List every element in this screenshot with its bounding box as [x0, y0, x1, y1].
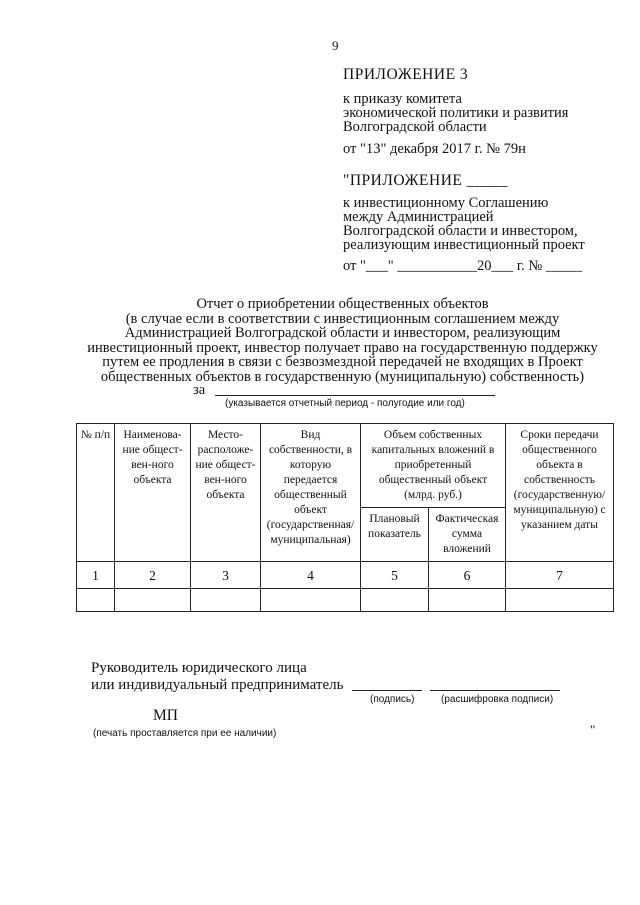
period-field[interactable] — [215, 395, 495, 396]
report-heading — [80, 297, 605, 385]
appendix-line-2: экономической политики и развития — [343, 105, 569, 121]
inner-appendix-line-4: реализующим инвестиционный проект — [343, 237, 585, 253]
column-number: 3 — [191, 562, 261, 589]
appendix-line-3: Волгоградской области — [343, 119, 487, 135]
closing-quote: " — [590, 722, 596, 737]
column-number: 1 — [77, 562, 115, 589]
inner-appendix-line-2: между Администрацией — [343, 209, 494, 225]
report-line-2: (в случае если в соответствии с инвестиционным соглашением между — [125, 310, 560, 327]
column-number: 4 — [261, 562, 361, 589]
table-cell[interactable] — [506, 589, 614, 612]
table-row — [77, 589, 614, 612]
report-line-5: путем ее продления в связи с безвозмездной передачей не входящих в Проект — [102, 354, 583, 371]
header-num: № п/п — [77, 424, 115, 562]
table-cell[interactable] — [115, 589, 191, 612]
inner-appendix-line-1: к инвестиционному Соглашению — [343, 195, 549, 211]
table-cell[interactable] — [77, 589, 115, 612]
stamp-note: (печать проставляется при ее наличии) — [93, 728, 277, 739]
signature-caption: (подпись) — [370, 694, 415, 705]
appendix-line-1: к приказу комитета — [343, 91, 462, 107]
column-number: 2 — [115, 562, 191, 589]
table-cell[interactable] — [361, 589, 429, 612]
header-location: Место-расположе-ние обществен-ного объекта — [191, 424, 261, 562]
column-number-row — [77, 562, 614, 589]
appendix-date: от "13" декабря 2017 г. № 79н — [343, 141, 526, 157]
report-line-4: инвестиционный проект, инвестор получает право на государственную поддержку — [87, 339, 598, 356]
report-title: Отчет о приобретении общественных объектов — [196, 296, 489, 312]
stamp-place-label: МП — [153, 707, 178, 724]
page-number: 9 — [332, 38, 339, 53]
inner-appendix-date: от "___" ___________20___ г. № _____ — [343, 258, 583, 274]
column-number: 5 — [361, 562, 429, 589]
table-header-row — [77, 424, 614, 508]
signature-field[interactable] — [352, 690, 422, 691]
header-ownership: Вид собственности, в которую передается общественный объект (государственная/ муниципальная) — [261, 424, 361, 562]
column-number: 6 — [429, 562, 506, 589]
column-number: 7 — [506, 562, 614, 589]
inner-appendix-line-3: Волгоградской области и инвестором, — [343, 223, 578, 239]
period-hint: (указывается отчетный период - полугодие или год) — [225, 398, 465, 409]
signatory-line-1: Руководитель юридического лица — [91, 660, 307, 676]
header-actual: Фактическая сумма вложений — [429, 508, 506, 562]
signatory-line-2: или индивидуальный предприниматель — [91, 677, 344, 693]
period-prefix: за — [193, 382, 206, 398]
table-cell[interactable] — [429, 589, 506, 612]
signature-decoding-caption: (расшифровка подписи) — [441, 694, 554, 705]
header-deadline: Сроки передачи общественного объекта в собственность (государственную/ муниципальную) с указанием даты — [506, 424, 614, 562]
table-cell[interactable] — [261, 589, 361, 612]
report-line-3: Администрацией Волгоградской области и инвестором, реализующим — [124, 325, 561, 342]
report-line-6: общественных объектов в государственную (муниципальную) собственность) — [100, 368, 585, 385]
header-name: Наименова-ние обществен-ного объекта — [115, 424, 191, 562]
inner-appendix-title: "ПРИЛОЖЕНИЕ _____ — [343, 172, 508, 189]
report-table — [76, 423, 614, 612]
appendix-title: ПРИЛОЖЕНИЕ 3 — [343, 66, 469, 83]
signature-decoding-field[interactable] — [430, 690, 560, 691]
header-investment: Объем собственных капитальных вложений в приобретенный общественный объект (млрд. руб.) — [361, 424, 506, 508]
header-planned: Плановый показатель — [361, 508, 429, 562]
table-cell[interactable] — [191, 589, 261, 612]
